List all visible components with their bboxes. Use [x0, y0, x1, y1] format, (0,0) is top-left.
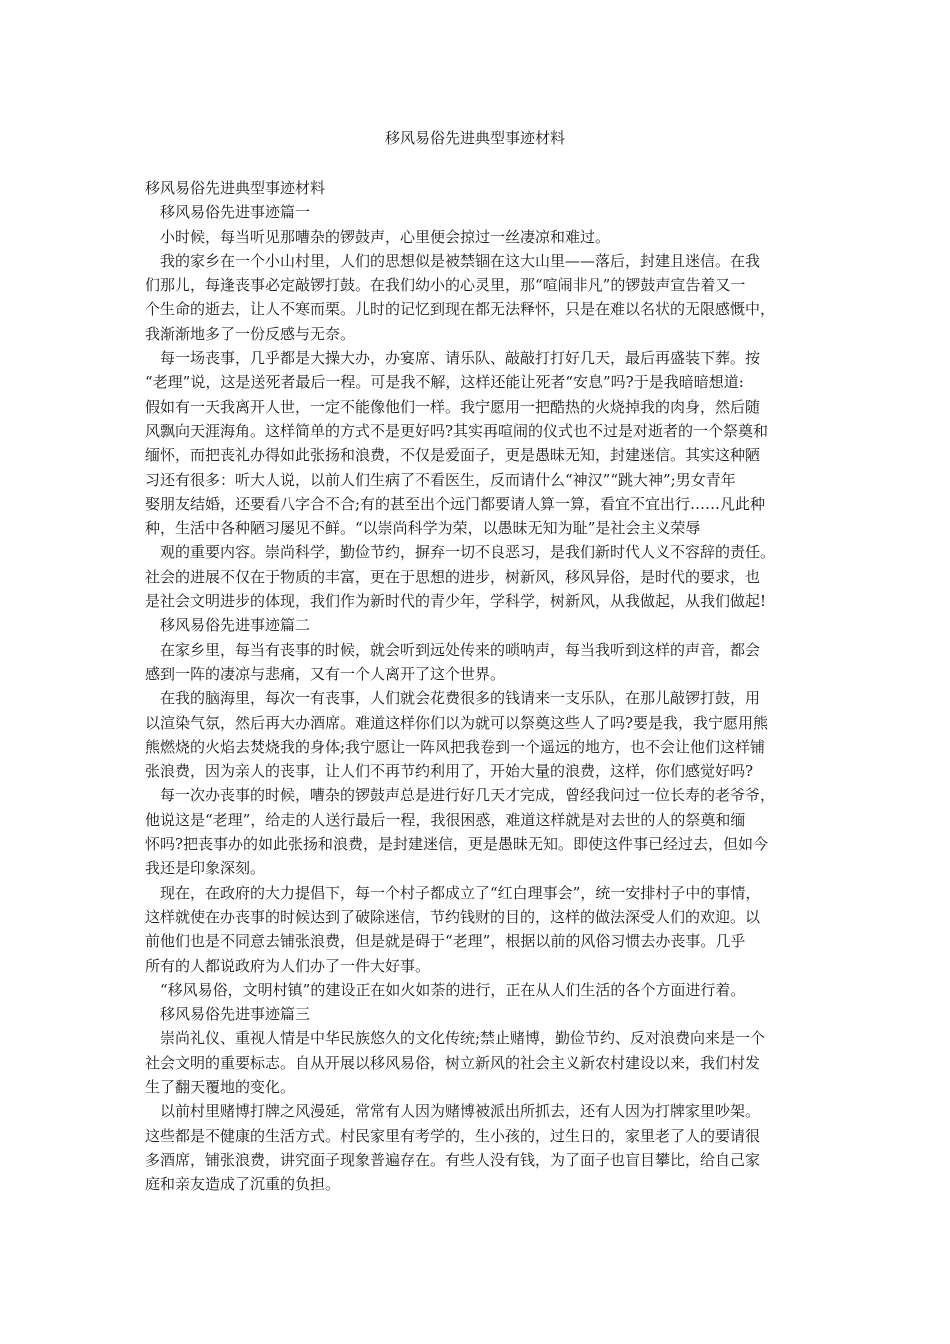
text-line: 每一次办丧事的时候，嘈杂的锣鼓声总是进行好几天才完成，曾经我问过一位长寿的老爷爷，: [160, 786, 776, 805]
text-line: 风飘向天涯海角。这样简单的方式不是更好吗?其实再喧闹的仪式也不过是对逝者的一个祭奠和: [145, 421, 769, 440]
text-line: “移风易俗，文明村镇”的建设正在如火如荼的进行，正在从人们生活的各个方面进行着。: [160, 980, 746, 999]
text-line: 庭和亲友造成了沉重的负担。: [145, 1175, 341, 1194]
text-line: 在家乡里，每当有丧事的时候，就会听到远处传来的唢呐声，每当我听到这样的声音，都会: [160, 640, 761, 659]
text-line: 前他们也是不同意去铺张浪费，但是就是碍于“老理”，根据以前的风俗习惯去办丧事。几乎: [145, 932, 746, 951]
text-line: 多酒席，铺张浪费，讲究面子现象普遍存在。有些人没有钱，为了面子也盲目攀比，给自己家: [145, 1150, 761, 1169]
text-line: 每一场丧事，几乎都是大操大办，办宴席、请乐队、敲敲打打好几天，最后再盛装下葬。按: [160, 349, 761, 368]
text-line: 种，生活中各种陋习屡见不鲜。“以崇尚科学为荣，以愚昧无知为耻”是社会主义荣辱: [145, 519, 701, 538]
document-body: [145, 176, 810, 1196]
text-line: 我渐渐地多了一份反感与无奈。: [145, 324, 356, 343]
text-line: 移风易俗先进事迹篇三: [160, 1005, 311, 1024]
text-line: 们那儿，每逢丧事必定敲锣打鼓。在我们幼小的心灵里，那“喧闹非凡”的锣鼓声宣告着又一: [145, 276, 746, 295]
text-line: 我还是印象深刻。: [145, 859, 266, 878]
text-line: 熊燃烧的火焰去焚烧我的身体;我宁愿让一阵风把我卷到一个遥远的地方，也不会让他们这样铺: [145, 737, 766, 756]
text-line: 是社会文明进步的体现，我们作为新时代的青少年，学科学，树新风，从我做起，从我们做起!: [145, 592, 767, 611]
text-line: 移风易俗先进事迹篇二: [160, 616, 311, 635]
text-line: 以渲染气氛，然后再大办酒席。难道这样你们以为就可以祭奠这些人了吗?要是我，我宁愿用熊: [145, 713, 769, 732]
text-line: 张浪费，因为亲人的丧事，让人们不再节约利用了，开始大量的浪费，这样，你们感觉好吗?: [145, 762, 754, 781]
text-line: 社会文明的重要标志。自从开展以移风易俗，树立新风的社会主义新农村建设以来，我们村发: [145, 1053, 761, 1072]
text-line: 感到一阵的凄凉与悲痛，又有一个人离开了这个世界。: [145, 664, 506, 683]
text-line: 移风易俗先进典型事迹材料: [145, 179, 326, 197]
text-line: 我的家乡在一个小山村里，人们的思想似是被禁锢在这大山里——落后，封建且迷信。在我: [160, 251, 761, 270]
text-line: 小时候，每当听见那嘈杂的锣鼓声，心里便会掠过一丝凄凉和难过。: [160, 227, 611, 246]
text-line: 现在，在政府的大力提倡下，每一个村子都成立了“红白理事会”，统一安排村子中的事情，: [160, 883, 761, 902]
text-line: 崇尚礼仪、重视人情是中华民族悠久的文化传统;禁止赌博，勤俭节约、反对浪费向来是一个: [160, 1029, 766, 1048]
text-line: “老理”说，这是送死者最后一程。可是我不解，这样还能让死者“安息”吗?于是我暗暗想道:: [145, 373, 744, 392]
text-line: 所有的人都说政府为人们办了一件大好事。: [145, 956, 431, 975]
text-line: 习还有很多：听大人说，以前人们生病了不看医生，反而请什么“神汉”“跳大神”;男女青年: [145, 470, 736, 489]
text-line: 假如有一天我离开人世，一定不能像他们一样。我宁愿用一把酷热的火烧掉我的肉身，然后随: [145, 397, 761, 416]
text-line: 这样就使在办丧事的时候达到了破除迷信，节约钱财的目的，这样的做法深受人们的欢迎。以: [145, 907, 761, 926]
text-line: 生了翻天覆地的变化。: [145, 1077, 296, 1096]
text-line: 个生命的逝去，让人不寒而栗。儿时的记忆到现在都无法释怀，只是在难以名状的无限感慨中，: [145, 300, 776, 319]
text-line: 在我的脑海里，每次一有丧事，人们就会花费很多的钱请来一支乐队，在那儿敲锣打鼓，用: [160, 689, 761, 708]
text-line: 他说这是“老理”，给走的人送行最后一程，我很困惑，难道这样就是对去世的人的祭奠和缅: [145, 810, 746, 829]
text-line: 娶朋友结婚，还要看八字合不合;有的甚至出个远门都要请人算一算，看宜不宜出行……凡此种: [145, 494, 766, 513]
text-line: 社会的进展不仅在于物质的丰富，更在于思想的进步，树新风，移风异俗，是时代的要求，也: [145, 567, 761, 586]
document-title: 移风易俗先进典型事迹材料: [384, 129, 565, 147]
text-line: 观的重要内容。崇尚科学，勤俭节约，摒弃一切不良恶习，是我们新时代人义不容辞的责任。: [160, 543, 776, 562]
text-line: 怀吗?把丧事办的如此张扬和浪费，是封建迷信，更是愚昧无知。即使这件事已经过去，但如今: [145, 835, 769, 854]
text-line: 缅怀，而把丧礼办得如此张扬和浪费，不仅是爱面子，更是愚昧无知，封建迷信。其实这种陋: [145, 446, 761, 465]
text-line: 移风易俗先进事迹篇一: [160, 203, 311, 222]
text-line: 这些都是不健康的生活方式。村民家里有考学的，生小孩的，过生日的，家里老了人的要请很: [145, 1126, 761, 1145]
text-line: 以前村里赌博打牌之风漫延，常常有人因为赌博被派出所抓去，还有人因为打牌家里吵架。: [160, 1102, 761, 1121]
